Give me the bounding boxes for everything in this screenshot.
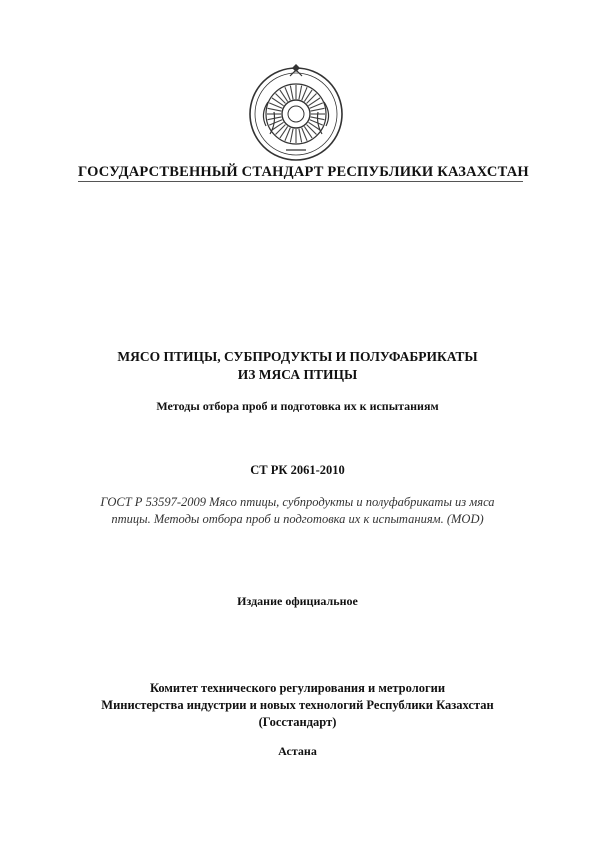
publisher-line: Комитет технического регулирования и метрологии [149, 681, 446, 695]
equivalence-line: птицы. Методы отбора проб и подготовка их к испытаниям. (MOD) [111, 512, 484, 526]
emblem-ray [268, 108, 282, 111]
emblem-ray [311, 108, 325, 111]
document-title [60, 348, 535, 384]
publisher-line: (Госстандарт) [258, 715, 337, 729]
kazakhstan-state-emblem-icon [246, 64, 346, 164]
document-code: СТ РК 2061-2010 [250, 463, 345, 477]
document-title-line: ИЗ МЯСА ПТИЦЫ [237, 367, 358, 382]
document-title-line: МЯСО ПТИЦЫ, СУБПРОДУКТЫ И ПОЛУФАБРИКАТЫ [117, 349, 478, 364]
equivalence-line: ГОСТ Р 53597-2009 Мясо птицы, субпродукты и полуфабрикаты из мяса [100, 495, 495, 509]
document-edition: Издание официальное [237, 594, 358, 608]
header-divider [78, 181, 523, 182]
document-subtitle: Методы отбора проб и подготовка их к испытаниям [156, 399, 439, 413]
emblem-ray [290, 129, 293, 143]
emblem-ray [290, 86, 293, 100]
document-equivalence [60, 494, 535, 528]
header-title: ГОСУДАРСТВЕННЫЙ СТАНДАРТ РЕСПУБЛИКИ КАЗАХСТАН [78, 164, 529, 180]
publisher-line: Министерства индустрии и новых технологий Республики Казахстан [101, 698, 494, 712]
publication-city: Астана [278, 744, 317, 758]
publisher [60, 680, 535, 731]
emblem-ray [299, 86, 302, 100]
emblem-ray [299, 129, 302, 143]
